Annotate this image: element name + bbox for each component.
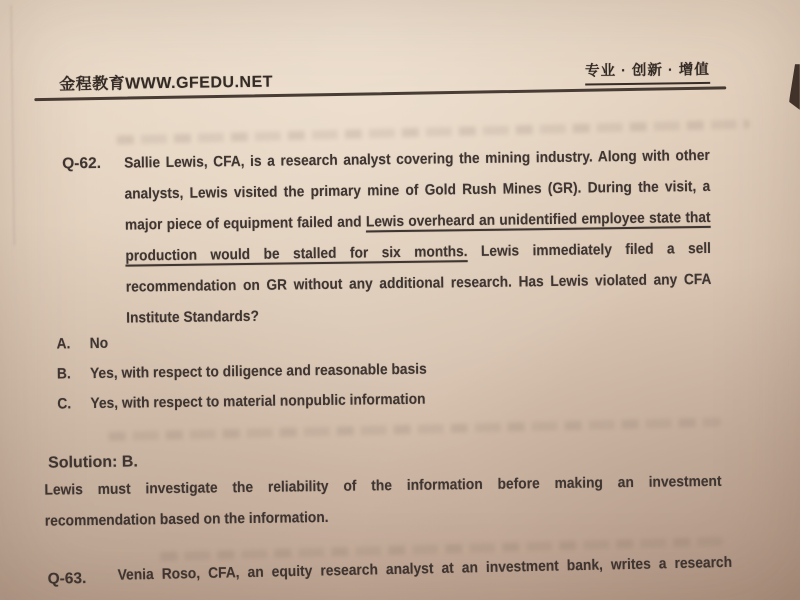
- choice-a-letter: A.: [56, 335, 71, 353]
- choice-c: [57, 387, 701, 412]
- choice-c-text: Yes, with respect to material nonpublic information: [90, 390, 426, 413]
- question-62-label: Q-62.: [62, 154, 102, 173]
- question-63-label: Q-63.: [47, 569, 87, 588]
- solution-text-line-2: recommendation based on the information.: [44, 508, 329, 530]
- solution-label: Solution: B.: [47, 453, 138, 472]
- solution-text-line-1: Lewis must investigate the reliability of the information before making an investment: [44, 472, 722, 499]
- question-62-text: [124, 140, 712, 334]
- choice-b: [57, 357, 701, 382]
- question-63-text: Venia Roso, CFA, an equity research analyst at an investment bank, writes a research: [117, 553, 733, 584]
- paper-fold-line: [10, 5, 15, 245]
- choice-c-letter: C.: [57, 395, 72, 413]
- bleedthrough-text-band: [102, 418, 722, 442]
- header-brand: 金程教育WWW.GFEDU.NET: [59, 73, 274, 94]
- choice-a-text: No: [89, 334, 109, 353]
- choice-b-text: Yes, with respect to diligence and reasonable basis: [89, 360, 427, 383]
- header-slogan: 专业 · 创新 · 增值: [585, 58, 710, 86]
- question-62-text-normal-2: Lewis immediately filed a sell recommendation on GR without any additional research. Has Lewis violated any CFA Institute Standards?: [125, 239, 712, 327]
- question-62-text-normal-1: Sallie Lewis, CFA, is a research analyst covering the mining industry. Along with other analysts, Lewis visited the primary mine of Gold Rush Mines (GR). During the visit, a major piece of equipment failed and: [124, 146, 711, 234]
- question-62-text-underlined: Lewis overheard an unidentified employee state that production would be stalled for six months.: [125, 208, 711, 265]
- choice-b-letter: B.: [56, 365, 71, 383]
